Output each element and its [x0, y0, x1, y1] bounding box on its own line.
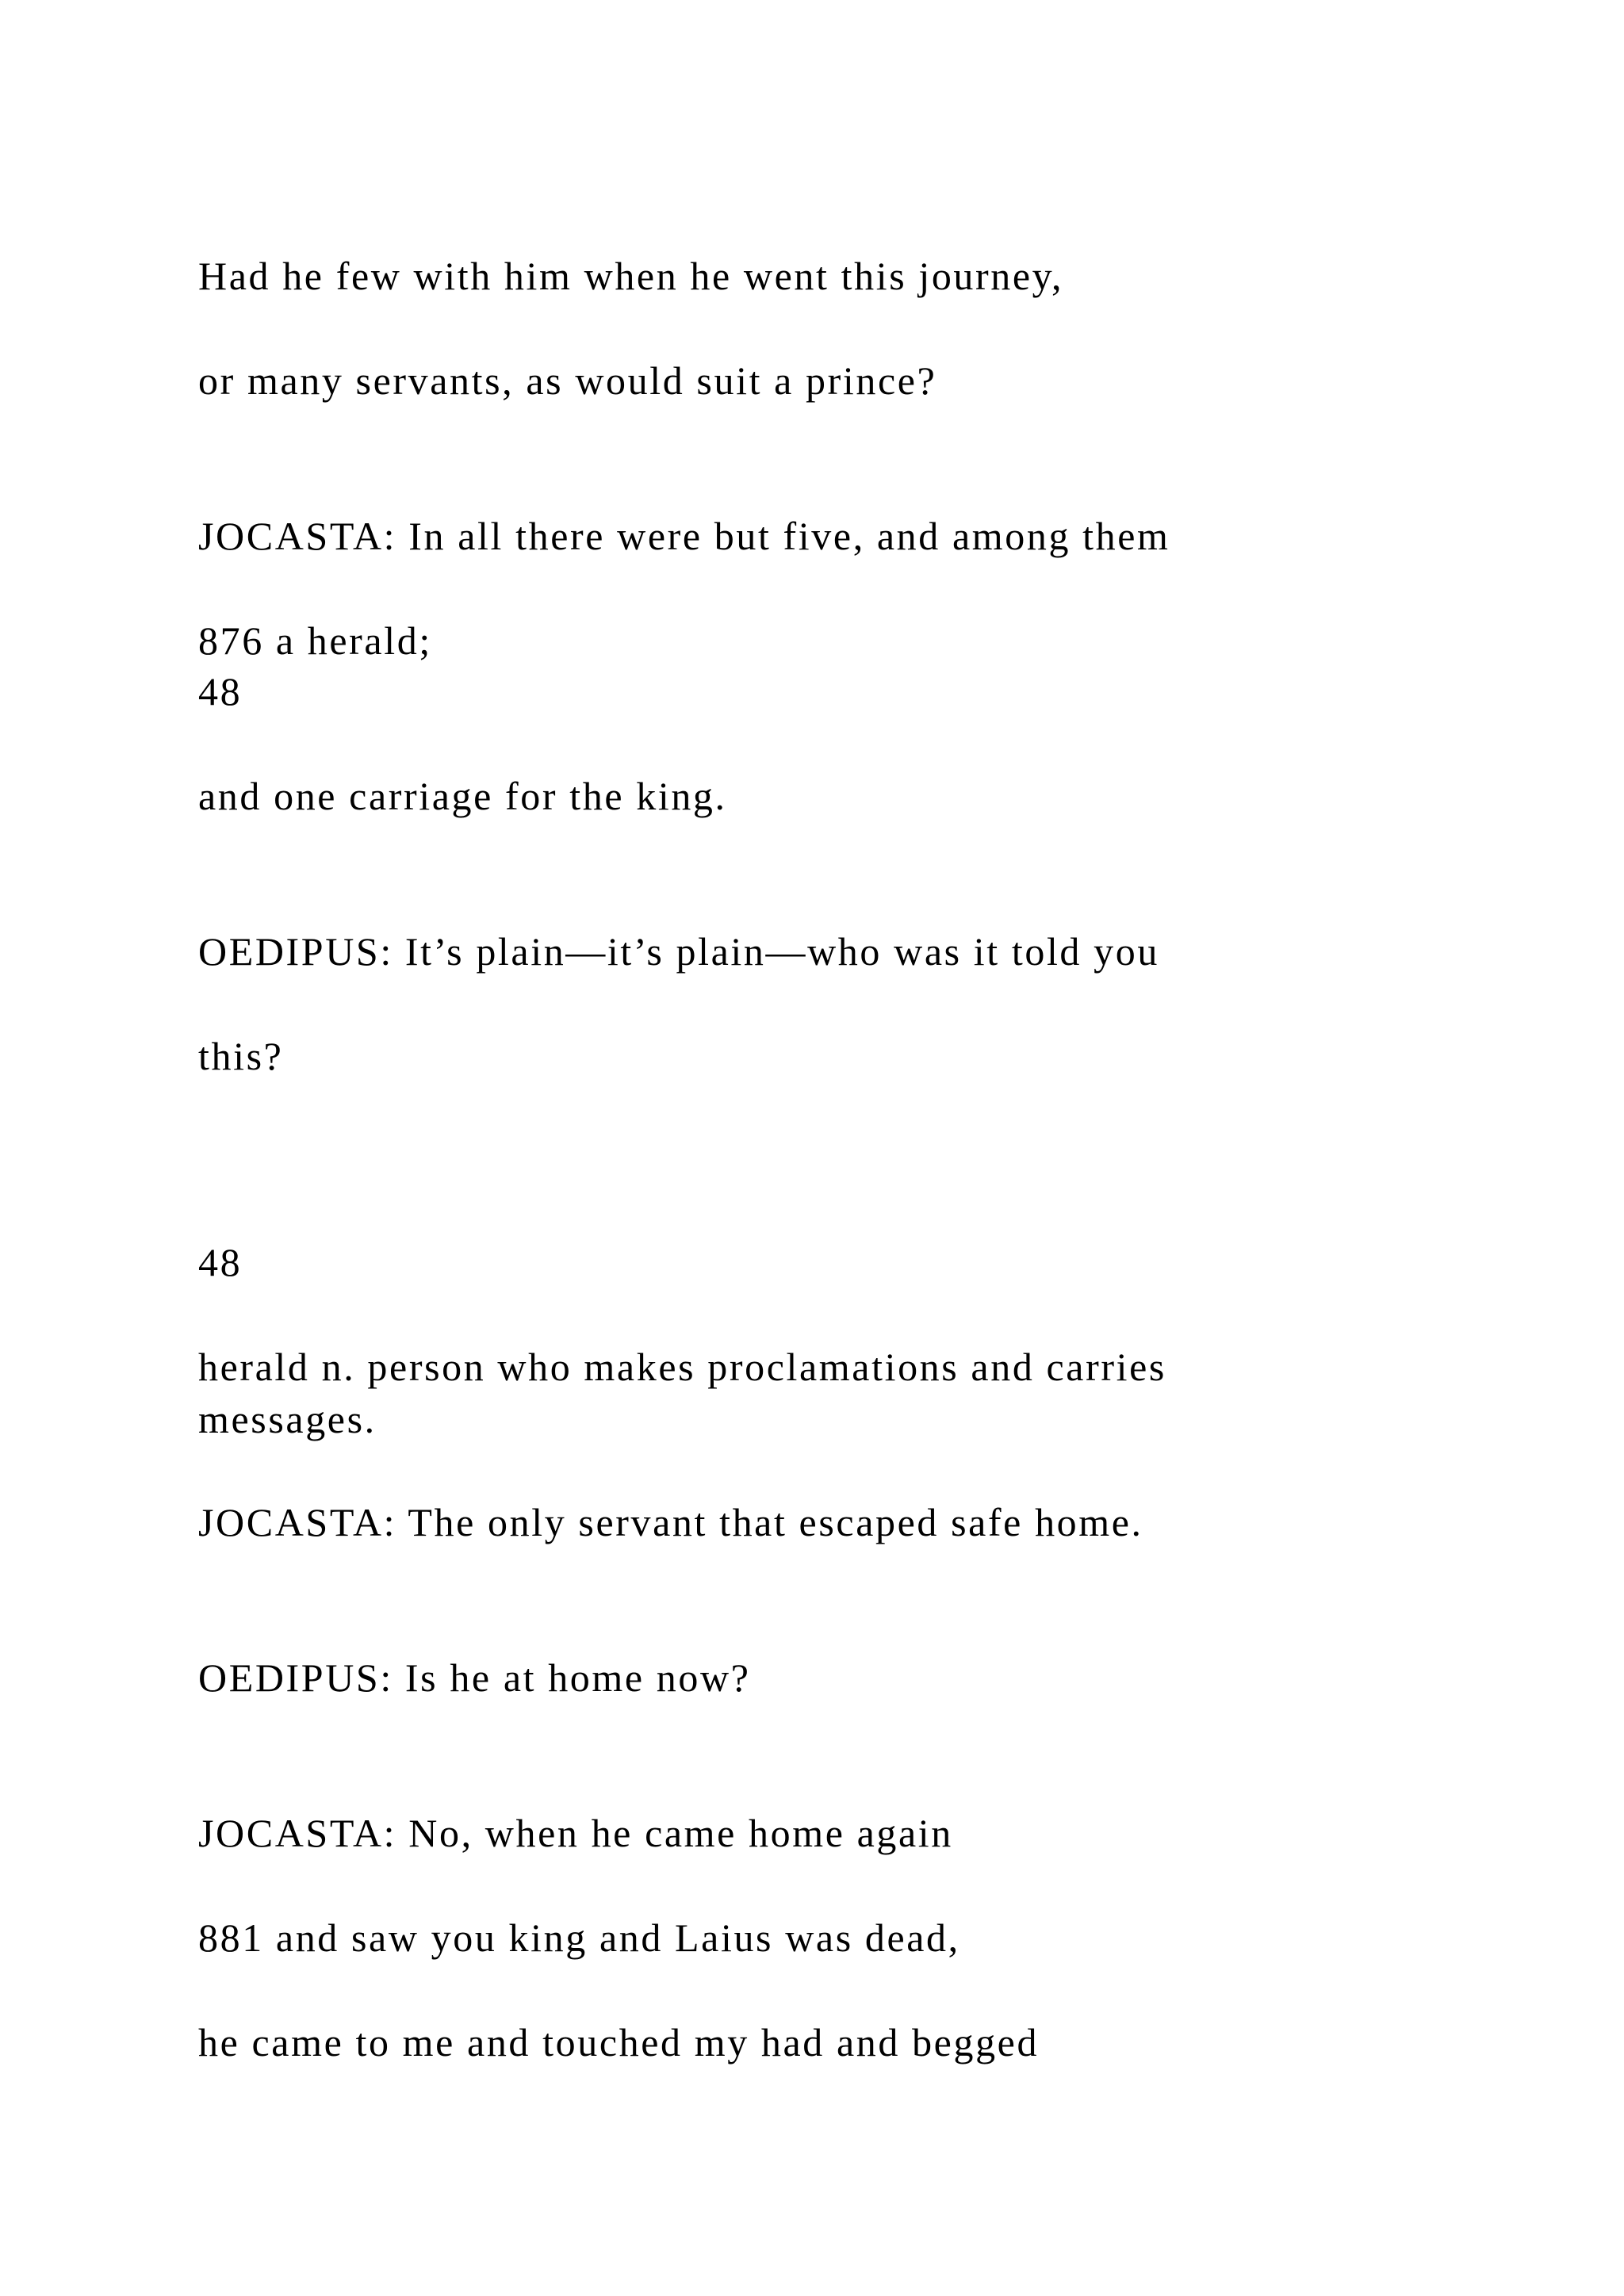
- speaker-line-jocasta-3: JOCASTA: No, when he came home again: [198, 1811, 953, 1855]
- speaker-line-jocasta-2: JOCASTA: The only servant that escaped safe home.: [198, 1500, 1143, 1544]
- text-line-carriage: and one carriage for the king.: [198, 774, 727, 818]
- footnote-text-continued: messages.: [198, 1397, 377, 1441]
- footnote-number-48: 48: [198, 1240, 243, 1284]
- text-line-876: 876 a herald;: [198, 618, 432, 663]
- text-line-1: Had he few with him when he went this journey,: [198, 254, 1064, 298]
- text-line-this: this?: [198, 1034, 284, 1078]
- speaker-line-jocasta-1: JOCASTA: In all there were but five, and among them: [198, 514, 1170, 558]
- footnote-ref-48: 48: [198, 669, 243, 714]
- text-line-881: 881 and saw you king and Laius was dead,: [198, 1915, 960, 1960]
- speaker-line-oedipus-2: OEDIPUS: Is he at home now?: [198, 1655, 751, 1700]
- text-line-2: or many servants, as would suit a prince?: [198, 358, 937, 403]
- speaker-line-oedipus-1: OEDIPUS: It’s plain—it’s plain—who was it told you: [198, 929, 1159, 974]
- footnote-text: herald n. person who makes proclamations and carries: [198, 1345, 1166, 1389]
- text-line-begged: he came to me and touched my had and begged: [198, 2020, 1040, 2064]
